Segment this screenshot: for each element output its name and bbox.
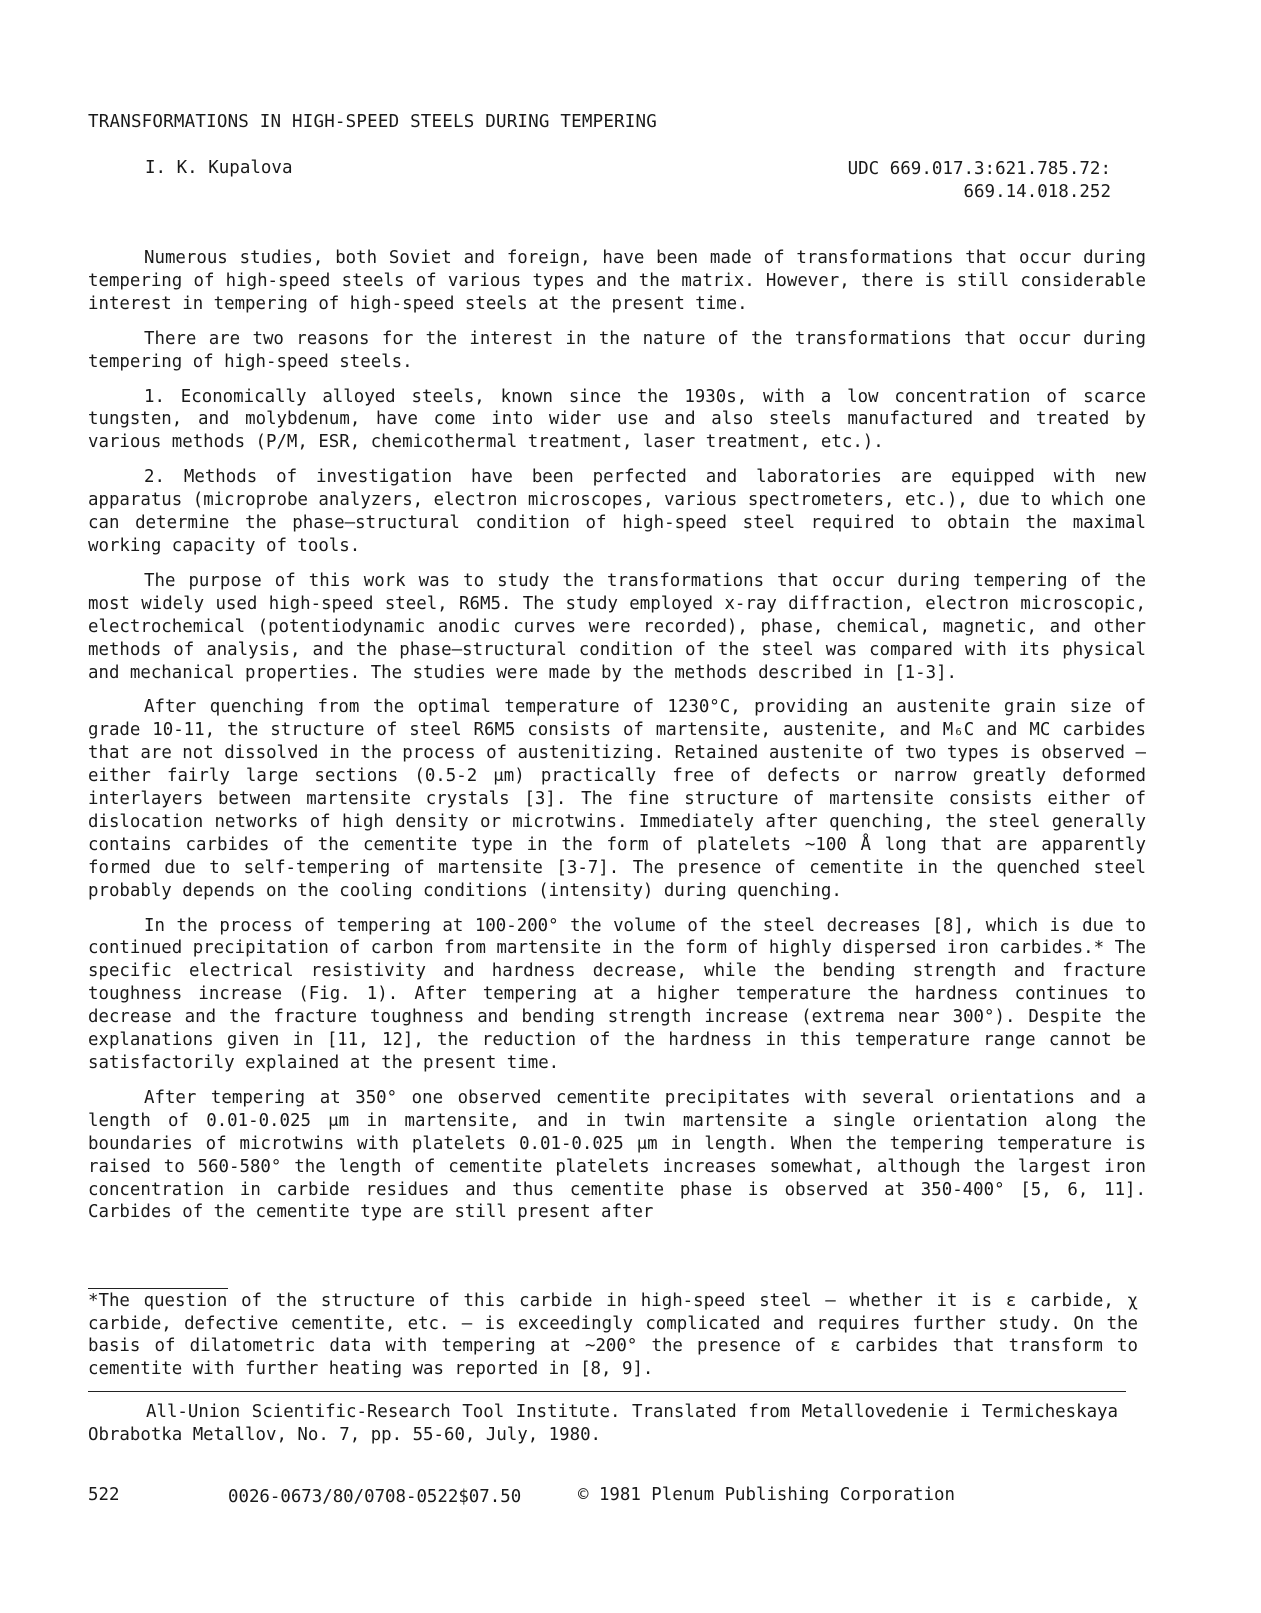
author-name: I. K. Kupalova [145,158,293,178]
paragraph-reason-2: 2. Methods of investigation have been perfected and laboratories are equipped with new apparatus (microprobe analyzers, electron microscopes, various spectrometers, etc.), due to which one can determine the phase—structural condition of high-speed steel required to obtain the maximal working capacity of tools. [88,467,1146,556]
footnote: *The question of the structure of this carbide in high-speed steel — whether it is ε carbide, χ carbide, defective cementite, etc. — is exceedingly complicated and requires further study. On the basis of dilatometric data with tempering at ~200° the presence of ε carbides that transform to cementite with further heating was reported in [8, 9]. [88,1291,1138,1379]
udc-line-2: 669.14.018.252 [963,182,1111,202]
affiliation-note: All-Union Scientific-Research Tool Institute. Translated from Metallovedenie i Termicheskaya Obrabotka Metallov, No. 7, pp. 55-60, July, 1980. [88,1402,1118,1445]
article-body [88,247,1146,1236]
footnote-divider [88,1288,228,1289]
page-number: 522 [88,1485,120,1505]
affiliation-divider [88,1391,1126,1392]
paragraph-purpose: The purpose of this work was to study the transformations that occur during tempering of the most widely used high-speed steel, R6M5. The study employed x-ray diffraction, electron microscopic, electrochemical (potentiodynamic anodic curves were recorded), phase, chemical, magnetic, and other methods of analysis, and the phase—structural condition of the steel was compared with its physical and mechanical properties. The studies were made by the methods described in [1-3]. [88,570,1146,683]
paragraph-tempering-low: In the process of tempering at 100-200° the volume of the steel decreases [8], which is due to continued precipitation of carbon from martensite in the form of highly dispersed iron carbides.* The specific electrical resistivity and hardness decrease, while the bending strength and fracture toughness increase (Fig. 1). After tempering at a higher temperature the hardness continues to decrease and the fracture toughness and bending strength increase (extrema near 300°). Despite the explanations given in [11, 12], the reduction of the hardness in this temperature range cannot be satisfactorily explained at the present time. [88,915,1146,1073]
publication-code: 0026-0673/80/0708-0522$07.50 [228,1487,522,1507]
paragraph-intro: Numerous studies, both Soviet and foreign, have been made of transformations that occur during tempering of high-speed steels of various types and the matrix. However, there is still considerable interest in tempering of high-speed steels at the present time. [88,248,1146,314]
paragraph-reason-1: 1. Economically alloyed steels, known since the 1930s, with a low concentration of scarce tungsten, and molybdenum, have come into wider use and also steels manufactured and treated by various methods (P/M, ESR, chemicothermal treatment, laser treatment, etc.). [88,386,1146,453]
paragraph-tempering-350: After tempering at 350° one observed cementite precipitates with several orientations and a length of 0.01-0.025 μm in martensite, and in twin martensite a single orientation along the boundaries of microtwins with platelets 0.01-0.025 μm in length. When the tempering temperature is raised to 560-580° the length of cementite platelets increases somewhat, although the largest iron concentration in carbide residues and thus cementite phase is observed at 350-400° [5, 6, 11]. Carbides of the cementite type are still present after [88,1087,1146,1223]
udc-line-1: UDC 669.017.3:621.785.72: [847,159,1111,179]
article-title: TRANSFORMATIONS IN HIGH-SPEED STEELS DURING TEMPERING [88,112,658,132]
copyright-notice: © 1981 Plenum Publishing Corporation [578,1485,955,1505]
udc-classification [848,158,1111,204]
paragraph-reasons: There are two reasons for the interest in the nature of the transformations that occur during tempering of high-speed steels. [88,328,1146,372]
paragraph-quenching: After quenching from the optimal temperature of 1230°C, providing an austenite grain size of grade 10-11, the structure of steel R6M5 consists of martensite, austenite, and M₆C and MC carbides that are not dissolved in the process of austenitizing. Retained austenite of two types is observed — either fairly large sections (0.5-2 μm) practically free of defects or narrow greatly deformed interlayers between martensite crystals [3]. The fine structure of martensite consists either of dislocation networks of high density or microtwins. Immediately after quenching, the steel generally contains carbides of the cementite type in the form of platelets ~100 Å long that are apparently formed due to self-tempering of martensite [3-7]. The presence of cementite in the quenched steel probably depends on the cooling conditions (intensity) during quenching. [88,697,1146,901]
